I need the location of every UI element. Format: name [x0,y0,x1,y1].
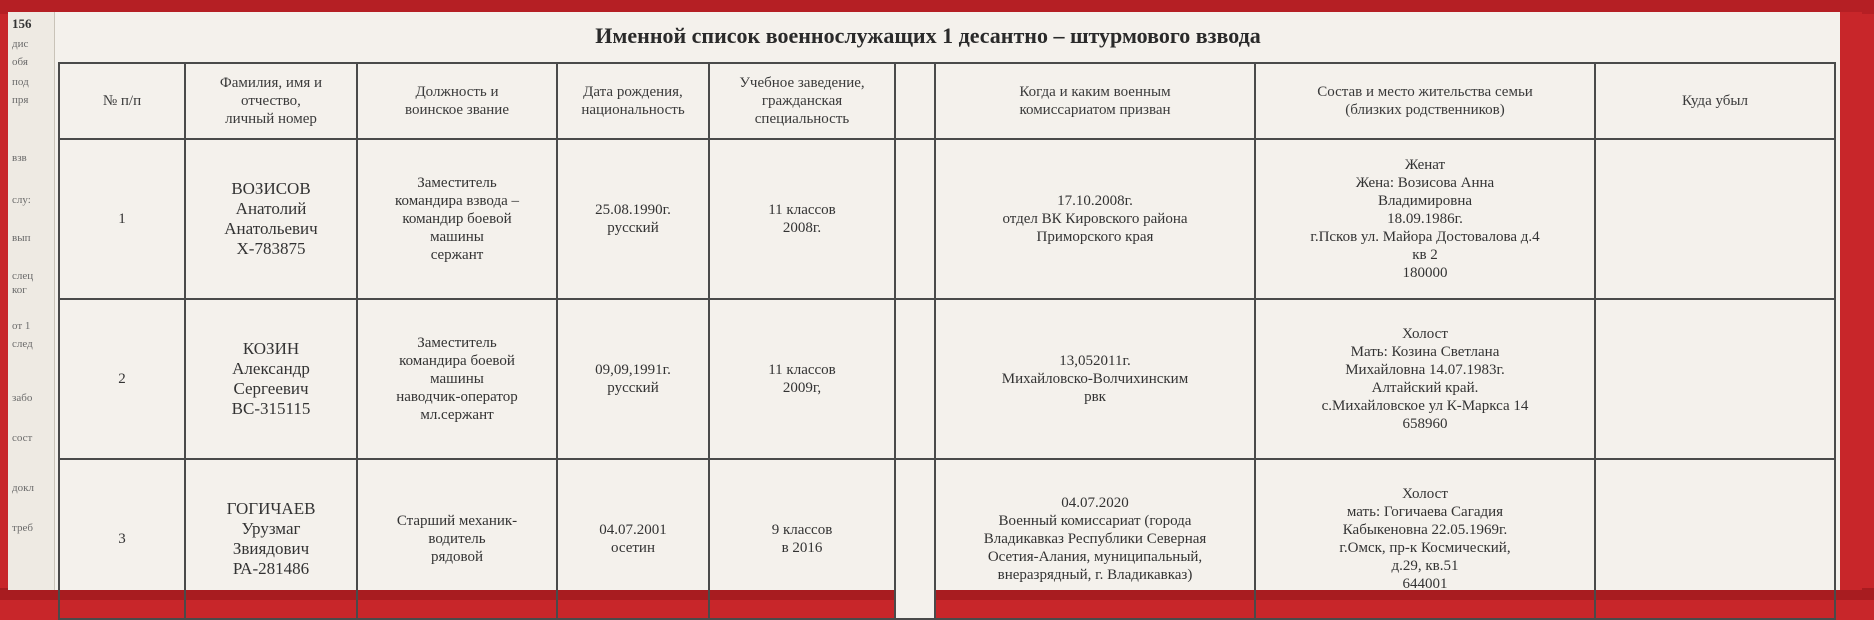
cell-text-line: личный номер [225,111,317,127]
header-family [1255,63,1595,139]
document-title: Именной список военнослужащих 1 десантно – штурмового взвода [595,23,1261,48]
cell-text-line: национальность [581,102,685,118]
row-education [709,139,895,299]
cell-text-line: командира боевой [399,353,515,369]
row-education [709,299,895,459]
row-birth [557,139,709,299]
cell-text-line: Жена: Возисова Анна [1355,175,1495,191]
cell-text-line: Кабыкеновна 22.05.1969г. [1342,522,1508,538]
red-frame-right [1840,12,1862,590]
row-position [357,139,557,299]
row-name [185,299,357,459]
table-row [59,139,1835,299]
row-drafted [935,139,1255,299]
row-position [357,459,557,619]
cell-text-line: машины [430,229,484,245]
header-row [59,63,1835,139]
cell-text-line: 2009г, [782,380,822,396]
cell-text-line: Анатолий [235,199,307,218]
cell-text-line: Михайловна 14.07.1983г. [1345,362,1505,378]
side-page-word: докл [12,482,34,494]
header-birth [557,63,709,139]
cell-text-line: Заместитель [417,335,497,351]
cell-text-line: Холост [1402,326,1448,342]
cell-text-line: русский [607,220,659,236]
header-departed: Куда убыл [1595,63,1835,139]
cell-text-line: (близких родственников) [1345,102,1505,118]
cell-text-line: Холост [1402,486,1448,502]
row-num: 2 [59,299,185,459]
cell-text-line: Приморского края [1036,229,1154,245]
cell-text-line: 2008г. [782,220,822,236]
cell-text-line: Анатольевич [224,219,318,238]
cell-text-line: 04.07.2020 [1061,495,1129,511]
cell-text-line: Старший механик- [396,513,518,529]
row-departed [1595,299,1835,459]
header-drafted [935,63,1255,139]
cell-text-line: Должность и [415,84,499,100]
cell-text-line: гражданская [761,93,843,109]
header-num: № п/п [59,63,185,139]
row-birth [557,299,709,459]
row-drafted [935,299,1255,459]
header-education [709,63,895,139]
side-page-word: взв [12,152,27,164]
cell-text-line: 644001 [1402,576,1448,592]
cell-text-line: рвк [1084,389,1106,405]
cell-text-line: специальность [754,111,850,127]
side-page-word: сост [12,432,33,444]
adjacent-page-strip [8,12,55,590]
cell-text-line: РА-281486 [232,559,310,578]
side-page-word: треб [12,522,33,534]
side-page-number: 156 [12,16,32,31]
roster-table [58,62,1836,620]
row-birth [557,459,709,619]
side-page-word: от 1 [12,320,31,332]
row-family [1255,299,1595,459]
side-page-word: слу: [12,194,31,206]
cell-text-line: воинское звание [405,102,509,118]
cell-text-line: 09,09,1991г. [595,362,671,378]
cell-text-line: Михайловско-Волчихинским [1001,371,1189,387]
side-page-word: пря [12,94,29,106]
cell-text-line: д.29, кв.51 [1391,558,1459,574]
cell-text-line: 9 классов [771,522,833,538]
cell-text-line: Владикавказ Республики Северная [983,531,1207,547]
cell-text-line: 11 классов [768,202,836,218]
cell-text-line: командир боевой [402,211,512,227]
table-row [59,299,1835,459]
row-position [357,299,557,459]
header-blank [895,63,935,139]
header-position [357,63,557,139]
row-name [185,139,357,299]
cell-text-line: Урузмаг [241,519,301,538]
side-page-word: под [12,76,29,88]
cell-text-line: внеразрядный, г. Владикавказ) [997,567,1193,583]
cell-text-line: наводчик-оператор [396,389,518,405]
row-family [1255,459,1595,619]
cell-text-line: с.Михайловское ул К-Маркса 14 [1321,398,1529,414]
side-page-word: забо [12,392,33,404]
header-name [185,63,357,139]
document-sheet [8,12,1862,590]
cell-text-line: 13,052011г. [1059,353,1131,369]
cell-text-line: г.Псков ул. Майора Достовалова д.4 [1310,229,1540,245]
row-family [1255,139,1595,299]
cell-text-line: в 2016 [781,540,823,556]
cell-text-line: Алтайский край. [1371,380,1479,396]
cell-text-line: Звиядович [232,539,310,558]
cell-text-line: 658960 [1402,416,1448,432]
row-departed [1595,459,1835,619]
side-page-word: ког [12,284,27,296]
side-page-word: обя [12,56,28,68]
cell-text-line: Женат [1404,157,1446,173]
cell-text-line: сержант [430,247,484,263]
row-education [709,459,895,619]
cell-text-line: 18.09.1986г. [1387,211,1463,227]
cell-text-line: Осетия-Алания, муниципальный, [987,549,1203,565]
cell-text-line: Учебное заведение, [739,75,865,91]
cell-text-line: Владимировна [1377,193,1473,209]
row-blank [895,139,935,299]
side-page-word: дис [12,38,29,50]
row-drafted [935,459,1255,619]
row-departed [1595,139,1835,299]
cell-text-line: машины [430,371,484,387]
side-page-word: след [12,338,33,350]
cell-text-line: 11 классов [768,362,836,378]
cell-text-line: 17.10.2008г. [1057,193,1133,209]
cell-text-line: кв 2 [1412,247,1438,263]
cell-text-line: отчество, [241,93,301,109]
cell-text-line: Дата рождения, [583,84,683,100]
cell-text-line: Александр [232,359,310,378]
cell-text-line: комиссариатом призван [1019,102,1171,118]
cell-text-line: осетин [611,540,655,556]
cell-text-line: Когда и каким военным [1019,84,1171,100]
cell-text-line: Х-783875 [236,239,306,258]
cell-text-line: Заместитель [417,175,497,191]
cell-text-line: 25.08.1990г. [595,202,671,218]
cell-text-line: Фамилия, имя и [219,75,323,91]
cell-text-line: ВОЗИСОВ [231,179,311,198]
cell-text-line: ВС-315115 [231,399,311,418]
cell-text-line: Состав и место жительства семьи [1317,84,1533,100]
cell-text-line: рядовой [430,549,484,565]
cell-text-line: отдел ВК Кировского района [1002,211,1188,227]
cell-text-line: 180000 [1402,265,1448,281]
cell-text-line: водитель [428,531,486,547]
row-name [185,459,357,619]
row-blank [895,459,935,619]
cell-text-line: русский [607,380,659,396]
cell-text-line: мать: Гогичаева Сагадия [1346,504,1504,520]
side-page-word: слец [12,270,34,282]
cell-text-line: КОЗИН [242,339,300,358]
cell-text-line: мл.сержант [420,407,494,423]
row-num: 3 [59,459,185,619]
row-num: 1 [59,139,185,299]
row-blank [895,299,935,459]
side-page-word: вып [12,232,31,244]
cell-text-line: командира взвода – [395,193,519,209]
cell-text-line: Мать: Козина Светлана [1350,344,1500,360]
cell-text-line: Сергеевич [233,379,309,398]
cell-text-line: 04.07.2001 [599,522,667,538]
cell-text-line: ГОГИЧАЕВ [226,499,316,518]
cell-text-line: г.Омск, пр-к Космический, [1339,540,1511,556]
table-row [59,459,1835,619]
cell-text-line: Военный комиссариат (города [998,513,1192,529]
